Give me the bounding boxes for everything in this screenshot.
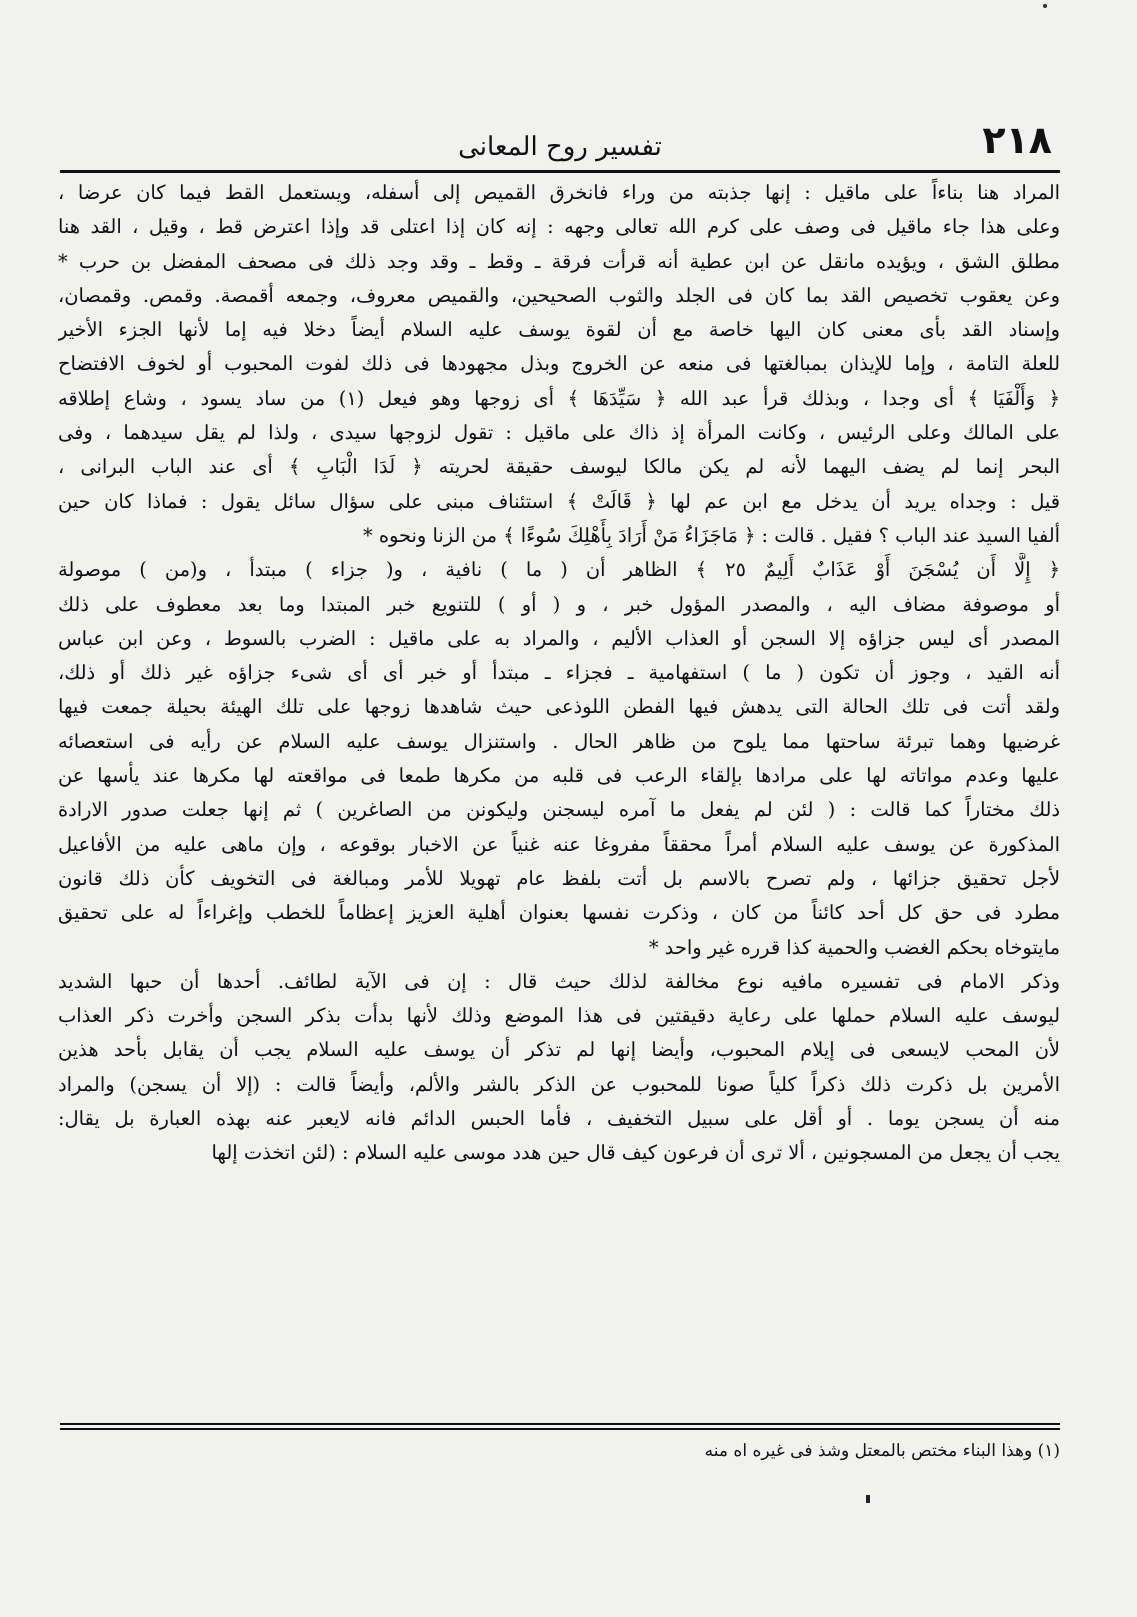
text-line: ذلك مختاراً كما قالت : ( لئن لم يفعل ما آمره ليسجنن وليكونن من الصاغرين ) ثم إنها جعلت صدور الارادة [58, 798, 1060, 822]
text-line: ولقد أتت فى تلك الحالة التى يدهش فيها الفطن اللوذعى حيث شاهدها زوجها على تلك الهيئة بحيلة جمعت فيها [58, 695, 1060, 719]
ink-mark [866, 1495, 870, 1503]
header-rule [60, 170, 1060, 173]
text-line: المراد هنا بناءاً على ماقيل : إنها جذبته من وراء فانخرق القميص إلى أسفله، ويستعمل القط فيما كان عرضا ، [58, 181, 1060, 204]
text-line: على المالك وعلى الرئيس ، وكانت المرأة إذ ذاك على ماقيل : تقول لزوجها سيدى ، ولذا لم يقل سيدهما ، وفى [58, 421, 1060, 445]
text-line: مطلق الشق ، ويؤيده مانقل عن ابن عطية أنه قرأت فرقة ـ وقط ـ وقد وجد ذلك فى مصحف المفضل بن حرب * [58, 249, 1060, 273]
text-line: وعلى هذا جاء ماقيل فى وصف على كرم الله تعالى وجهه : إنه كان إذا اعتلى قد وإذا اعترض قط ، وقيل ، القد هنا [58, 215, 1060, 239]
text-line: ﴿ إِلَّا أَن يُسْجَنَ أَوْ عَذَابٌ أَلِيمٌ ٢٥ ﴾ الظاهر أن ( ما ) نافية ، و( جزاء ) مبتدأ ، و(من ) موصولة [58, 558, 1060, 582]
text-line: ألفيا السيد عند الباب ؟ فقيل . قالت : ﴿ مَاجَزَاءُ مَنْ أَرَادَ بِأَهْلِكَ سُوءًا ﴾ من الزنا ونحوه * [362, 523, 1060, 547]
text-line: أنه القيد ، وجوز أن تكون ( ما ) استفهامية ـ فجزاء ـ مبتدأ أو خبر أى أى شىء جزاؤه غير ذلك أو ذلك، [58, 661, 1060, 685]
text-line: يجب أن يجعل من المسجونين ، ألا ترى أن فرعون كيف قال حين هدد موسى عليه السلام : (لئن اتخذت إلها [211, 1141, 1060, 1165]
text-line: مطرد فى حق كل أحد كائناً من كان ، وذكرت نفسها بعنوان أهلية العزيز إعظاماً للخطب وإغراءاً له على تحقيق [58, 901, 1060, 925]
footnote-rule-top [60, 1423, 1060, 1425]
text-line: المصدر أى ليس جزاؤه إلا السجن أو العذاب الأليم ، والمراد به على ماقيل : الضرب بالسوط ، وعن ابن عباس [58, 626, 1060, 650]
text-line: وعن يعقوب تخصيص القد بما كان فى الجلد والثوب الصحيحين، والقميص معروف، وجمعه أقمصة. وقمص. وقمصان، [58, 283, 1060, 307]
text-line: البحر إنما لم يضف اليهما لأنه لم يكن مالكا ليوسف حقيقة لحريته ﴿ لَدَا الْبَابِ ﴾ أى عند الباب البرانى ، [58, 455, 1060, 479]
ink-dot [1043, 4, 1047, 8]
page-header [60, 118, 1060, 174]
page-number: ٢١٨ [982, 118, 1052, 162]
body-text [58, 176, 1060, 1171]
text-line: وذكر الامام فى تفسيره مافيه نوع مخالفة لذلك حيث قال : إن فى الآية لطائف. أحدها أن حبها الشديد [58, 969, 1060, 993]
text-line: ﴿ وَأَلْفَيَا ﴾ أى وجدا ، وبذلك قرأ عبد الله ﴿ سَيِّدَهَا ﴾ أى زوجها وهو فيعل (١) من ساد يسود ، وشاع إطلاقه [58, 386, 1060, 410]
text-line: المذكورة عن يوسف عليه السلام أمراً محققاً مفروغا عنه غنياً عن الاخبار بوقوعه ، وإن ماهى عليه من الأفاعيل [58, 832, 1060, 856]
text-line: الأمرين بل ذكرت ذلك ذكراً كلياً صونا للمحبوب عن الذكر بالشر والألم، وأيضاً قالت : (إلا أن يسجن) والمراد [58, 1072, 1060, 1096]
text-line: وإسناد القد بأى معنى كان اليها خاصة مع أن لقوة يوسف عليه السلام أيضاً دخلا فيه إما لأنها الجزء الأخير [58, 318, 1060, 342]
text-line: غرضيها وهما تبرئة ساحتها مما يلوح من ظاهر الحال . واستنزال يوسف عليه السلام عن رأيه فى استعصائه [58, 729, 1060, 753]
text-line: منه أن يسجن يوما . أو أقل على سبيل التخفيف ، فأما الحبس الدائم فانه لايعبر عنه بهذه العبارة بل يقال: [58, 1107, 1060, 1131]
footnote-rule-bottom [60, 1428, 1060, 1430]
text-line: لأجل تحقيق جزائها ، ولم تصرح بالاسم بل أتت بلفظ عام تهويلا للأمر ومبالغة فى التخويف كأن ذلك قانون [58, 866, 1060, 890]
text-line: مايتوخاه بحكم الغضب والحمية كذا قرره غير واحد * [648, 935, 1060, 959]
text-line: ليوسف عليه السلام حملها على رعاية دقيقتين فى هذا الموضع وذلك لأنها بدأت بذكر السجن وأخرت ذكر العذاب [58, 1004, 1060, 1028]
text-line: قيل : وجداه يريد أن يدخل مع ابن عم لها ﴿ قَالَتْ ﴾ استئناف مبنى على سؤال سائل يقول : فماذا كان حين [58, 489, 1060, 513]
text-line: عليها وعدم مواتاته لها على مرادها بإلقاء الرعب فى قلبه من مكرها طمعا فى مواقعته لها مكرها عند يأسها عن [58, 764, 1060, 788]
text-line: أو موصوفة مضاف اليه ، والمصدر المؤول خبر ، و ( أو ) للتنويع خبر المبتدا وما بعد معطوف على ذلك [58, 592, 1060, 616]
text-line: للعلة التامة ، وإما للإيذان بمبالغتها فى منعه عن الخروج وبذل مجهودها فى ذلك لفوت المحبوب أو لخوف الافتضاح [58, 352, 1060, 376]
running-title: تفسير روح المعانى [458, 132, 662, 162]
text-line: لأن المحب لايسعى فى إيلام المحبوب، وأيضا إنها لم تذكر أن يوسف عليه السلام يجب أن يقابل بأحد هذين [58, 1038, 1060, 1062]
footnote: (١) وهذا البناء مختص بالمعتل وشذ فى غيره اه منه [704, 1441, 1060, 1461]
